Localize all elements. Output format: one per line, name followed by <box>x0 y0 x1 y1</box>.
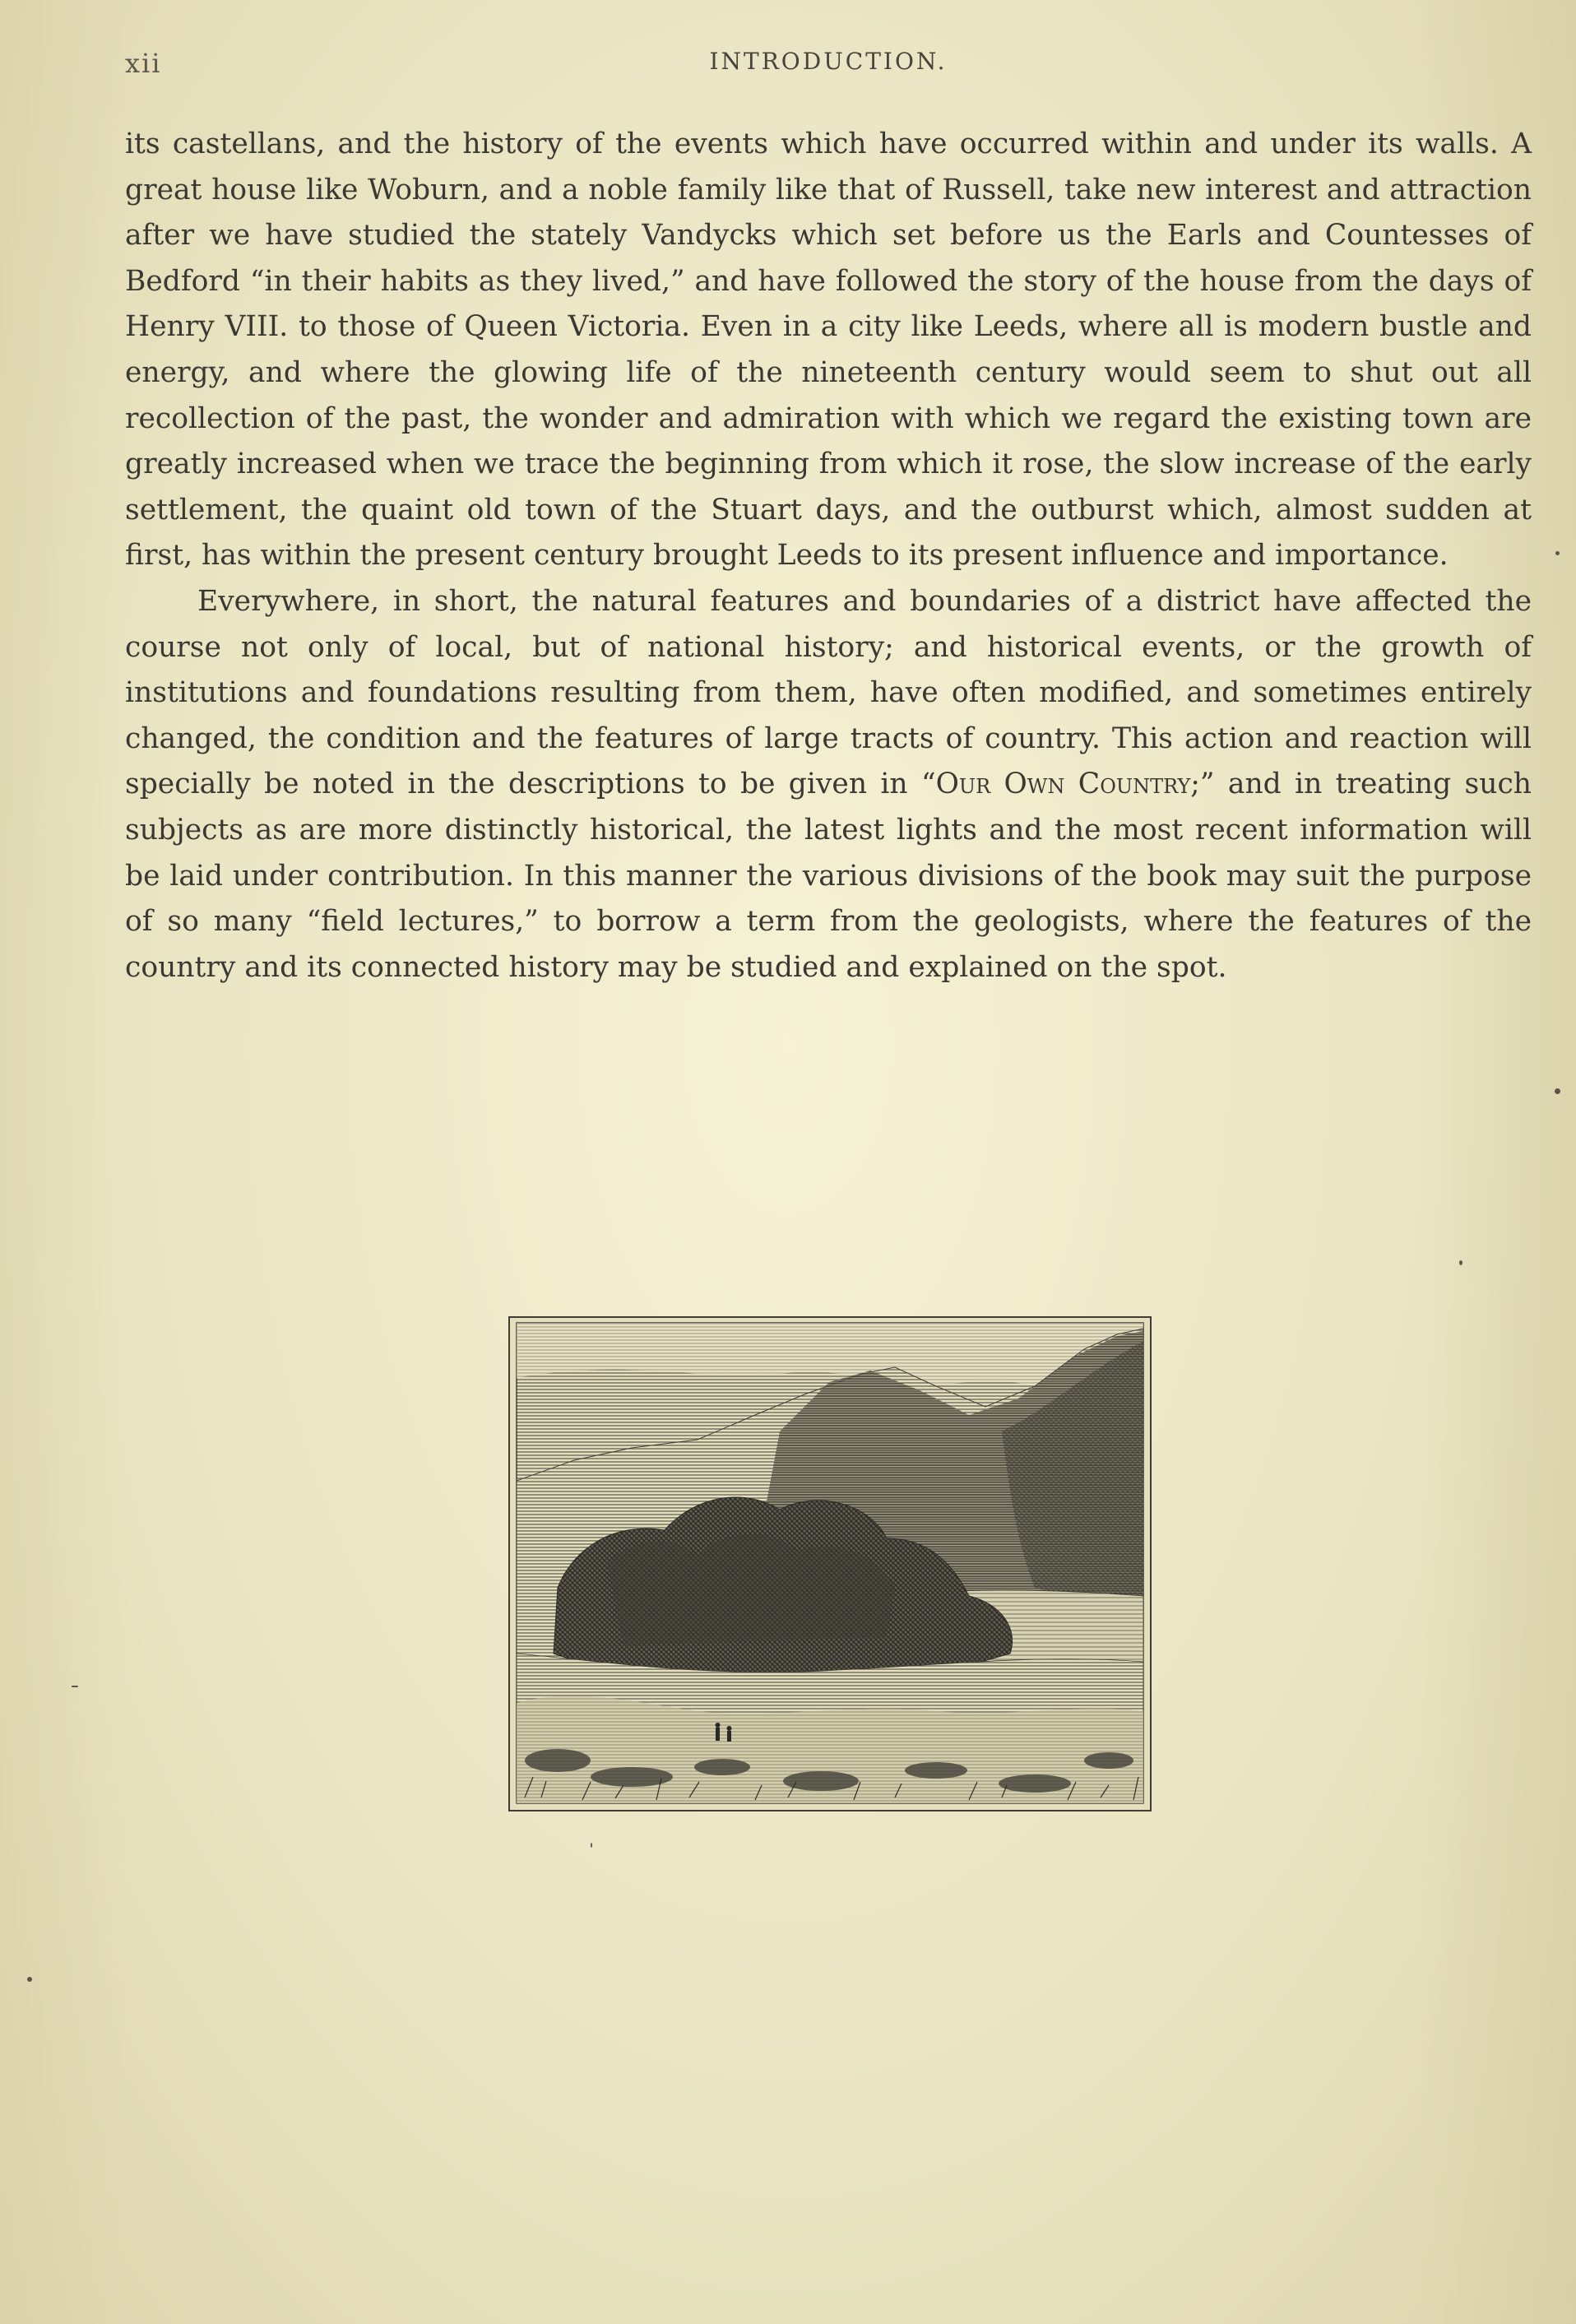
speck <box>1459 1260 1462 1265</box>
speck <box>1555 551 1560 555</box>
book-title-reference: Our Own Country <box>935 768 1191 801</box>
paragraph-2-text-b: ;” and in treating such subjects as are more distinctly historical, the latest lights and the most recent information will be laid under contribution. In this manner the various divisions of the book may suit the purpose of so many “field lectures,” to borrow a term from the geologists, where the features of the country and its connected history may be studied and explained on the spot. <box>125 768 1532 984</box>
paragraph-1: its castellans, and the history of the events which have occurred within and under its walls. A great house like Woburn, and a noble family like that of Russell, take new interest and attraction after we have studied the stately Vandycks which set before us the Earls and Countesses of Bedford “in their habits as they lived,” and have followed the story of the house from the days of Henry VIII. to those of Queen Victoria. Even in a city like Leeds, where all is modern bustle and energy, and where the glowing life of the nineteenth century would seem to shut out all recollection of the past, the wonder and admiration with which we regard the existing town are greatly increased when we trace the beginning from which it rose, the slow increase of the early settlement, the quaint old town of the Stuart days, and the outburst which, almost sudden at first, has within the present century brought Leeds to its present influence and importance. <box>125 128 1532 573</box>
engraving-illustration <box>508 1316 1152 1811</box>
body-text <box>125 122 1532 990</box>
speck <box>72 1686 78 1687</box>
paragraph-2-text-a: Everywhere, in short, the natural features and boundaries of a district have affected the course not only of local, but of national history; and historical events, or the growth of institutions and foundations resulting from them, have often modified, and sometimes entirely changed, the condition and the features of large tracts of country. This action and reaction will specially be noted in the descriptions to be given in “ <box>125 584 1532 801</box>
paragraph-2 <box>125 579 1532 990</box>
landscape-engraving <box>508 1316 1152 1811</box>
running-head <box>125 48 1532 89</box>
speck <box>27 1977 32 1982</box>
page-number: xii <box>125 48 162 79</box>
speck <box>591 1843 592 1848</box>
running-title: INTRODUCTION. <box>709 48 948 75</box>
speck <box>1555 1088 1560 1094</box>
